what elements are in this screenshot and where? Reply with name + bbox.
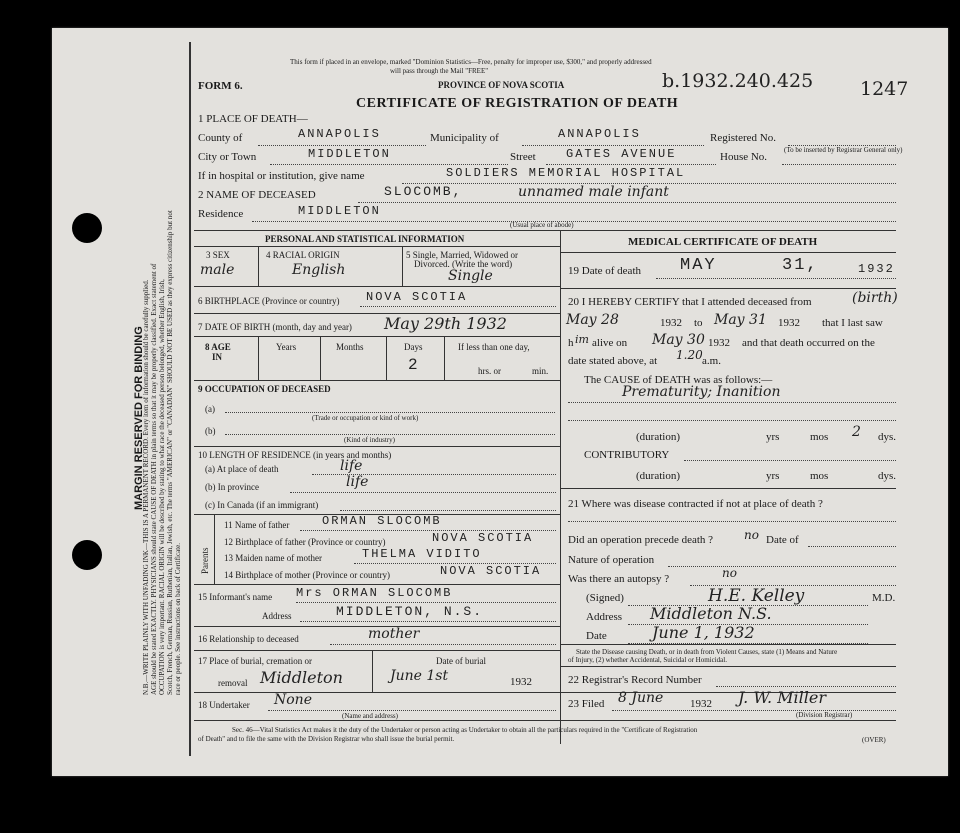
burial-date-value: June 1st	[390, 668, 449, 684]
age-in-label: IN	[212, 352, 223, 362]
certify-from-value: (birth)	[852, 290, 898, 306]
informant-label: 15 Informant's name	[198, 592, 273, 602]
operation-label: Did an operation precede death ?	[568, 534, 714, 546]
division-registrar-signature: J. W. Miller	[738, 688, 827, 707]
contributory-mos-label: mos	[810, 470, 829, 482]
undertaker-note: (Name and address)	[342, 712, 398, 720]
reference-number: b.1932.240.425	[662, 70, 814, 92]
relationship-label: 16 Relationship to deceased	[198, 634, 299, 644]
deceased-name-label: 2 NAME OF DECEASED	[198, 189, 316, 201]
contributory-duration-label: (duration)	[636, 470, 680, 482]
record-number: 1247	[860, 78, 909, 100]
municipality-label: Municipality of	[430, 132, 499, 144]
physician-address-value: Middleton N.S.	[650, 604, 772, 623]
removal-label: removal	[218, 678, 248, 688]
table-bottom-rule	[194, 720, 896, 721]
mother-birthplace-label: 14 Birthplace of mother (Province or country)	[224, 570, 390, 580]
violent-causes-note-2: of Injury, (2) whether Accidental, Suicidal or Homicidal.	[568, 656, 727, 664]
top-notice-1: This form if placed in an envelope, marked "Dominion Statistics—Free, penalty for improper use, $300," and properly addressed	[290, 58, 652, 66]
city-value: MIDDLETON	[308, 147, 391, 161]
margin-rule	[189, 42, 191, 756]
alive-prefix: h	[568, 337, 574, 349]
certify-label: 20 I HEREBY CERTIFY that I attended deceased from	[568, 296, 812, 308]
autopsy-label: Was there an autopsy ?	[568, 573, 670, 585]
margin-note-1: N.B.—WRITE PLAINLY WITH UNFADING INK—THIS IS A PERMANENT RECORD. Every item of information should be carefully supplied.	[142, 279, 150, 695]
parents-label: Parents	[200, 547, 210, 574]
signed-date-value: June 1, 1932	[652, 623, 755, 642]
footer-line-2: of Death" and to file the same with the Division Registrar who shall issue the burial permit.	[198, 735, 455, 743]
in-province-label: (b) In province	[205, 482, 259, 492]
margin-title: MARGIN RESERVED FOR BINDING	[133, 326, 145, 510]
footer-line-1: Sec. 46—Vital Statistics Act makes it the duty of the Undertaker or person acting as Undertaker to obtain all the particulars required in the "Certificate of Registration	[232, 726, 698, 734]
margin-note-5: race or people. See instructions on back of Certificate.	[174, 543, 182, 695]
cause-value: Prematurity; Inanition	[622, 384, 781, 400]
days-value: 2	[408, 356, 420, 374]
contributory-label: CONTRIBUTORY	[584, 449, 670, 461]
sex-value: male	[200, 262, 235, 278]
registered-no-label: Registered No.	[710, 132, 776, 144]
deceased-surname: SLOCOMB,	[384, 184, 463, 199]
dob-value: May 29th 1932	[384, 314, 507, 333]
death-day: 31,	[782, 256, 819, 275]
margin-note-4: Scotch, French, German, Russian, Ruthenian, Italian, Jewish, etc. The terms "AMERICAN" or "CANADIAN" SHOULD NOT BE USED as they express citizenship but not	[166, 210, 174, 695]
occupation-b-note: (Kind of industry)	[344, 436, 395, 444]
street-label: Street	[510, 151, 536, 163]
birthplace-label: 6 BIRTHPLACE (Province or country)	[198, 296, 340, 306]
physician-address-label: Address	[586, 611, 623, 623]
form-number: FORM 6.	[198, 80, 243, 92]
burial-year-value: 1932	[510, 676, 532, 688]
date-stated-label: date stated above, at	[568, 355, 658, 367]
autopsy-value: no	[722, 566, 737, 580]
in-province-value: life	[346, 474, 369, 490]
binding-hole-bottom	[72, 540, 102, 570]
house-no-label: House No.	[720, 151, 768, 163]
father-label: 11 Name of father	[224, 520, 290, 530]
undertaker-value: None	[274, 692, 312, 708]
city-label: City or Town	[198, 151, 257, 163]
from-year-value: 1932	[660, 317, 682, 329]
occupation-b-label: (b)	[205, 426, 216, 436]
alive-date-value: May 30	[652, 332, 705, 348]
abode-note: (Usual place of abode)	[510, 221, 574, 229]
mother-label: 13 Maiden name of mother	[224, 553, 322, 563]
alive-year-value: 1932	[708, 337, 730, 349]
place-of-death-label: 1 PLACE OF DEATH—	[198, 113, 308, 125]
father-birthplace-label: 12 Birthplace of father (Province or country)	[224, 537, 386, 547]
less-than-day-label: If less than one day,	[458, 342, 530, 352]
residence-length-label: 10 LENGTH OF RESIDENCE (in years and months)	[198, 450, 392, 460]
duration-days-value: 2	[852, 424, 861, 440]
footer-over: (OVER)	[862, 736, 886, 744]
date-of-death-label: 19 Date of death	[568, 265, 641, 277]
occupation-a-label: (a)	[205, 404, 215, 414]
deceased-given: unnamed male infant	[518, 184, 669, 200]
contributory-dys-label: dys.	[878, 470, 897, 482]
at-place-label: (a) At place of death	[205, 464, 279, 474]
cause-label: The CAUSE of DEATH was as follows:—	[584, 374, 773, 386]
death-month: MAY	[680, 256, 717, 275]
county-value: ANNAPOLIS	[298, 127, 381, 141]
filed-year-value: 1932	[690, 698, 712, 710]
filed-date-value: 8 June	[618, 690, 664, 706]
in-canada-label: (c) In Canada (if an immigrant)	[205, 500, 319, 510]
death-occurred-label: and that death occurred on the	[742, 337, 875, 349]
operation-date-label: Date of	[766, 534, 799, 546]
father-birthplace-value: NOVA SCOTIA	[432, 531, 534, 545]
margin-note-2: AGE should be stated EXACTLY. PHYSICIANS should state CAUSE OF DEATH in plain terms so that it may be properly classified. Exact statement of	[150, 263, 158, 695]
occupation-label: 9 OCCUPATION OF DECEASED	[198, 384, 331, 394]
municipality-value: ANNAPOLIS	[558, 127, 641, 141]
burial-date-label: Date of burial	[436, 656, 486, 666]
years-label: Years	[276, 342, 297, 352]
occupation-a-note: (Trade or occupation or kind of work)	[312, 414, 419, 422]
duration-mos-label: mos	[810, 431, 829, 443]
hospital-value: SOLDIERS MEMORIAL HOSPITAL	[446, 166, 686, 180]
signed-date-label: Date	[586, 630, 607, 642]
filed-label: 23 Filed	[568, 698, 605, 710]
racial-origin-value: English	[292, 262, 346, 278]
to-label: to	[694, 317, 703, 329]
duration-label: (duration)	[636, 431, 680, 443]
duration-yrs-label: yrs	[766, 431, 780, 443]
alive-pronoun: im	[575, 333, 589, 346]
birthplace-value: NOVA SCOTIA	[366, 290, 468, 304]
division-registrar-note: (Division Registrar)	[796, 711, 853, 719]
to-date-value: May 31	[714, 312, 767, 328]
contributory-yrs-label: yrs	[766, 470, 780, 482]
contracted-label: 21 Where was disease contracted if not at place of death ?	[568, 498, 823, 510]
registrar-note: (To be inserted by Registrar General only)	[784, 146, 903, 154]
age-label: 8 AGE	[205, 342, 231, 352]
province-label: PROVINCE OF NOVA SCOTIA	[438, 80, 565, 90]
residence-label: Residence	[198, 208, 244, 220]
last-saw-label: that I last saw	[822, 317, 883, 329]
at-place-value: life	[340, 458, 363, 474]
street-value: GATES AVENUE	[566, 147, 677, 161]
time-suffix: a.m.	[702, 355, 721, 367]
informant-address-label: Address	[262, 611, 292, 621]
to-year-value: 1932	[778, 317, 800, 329]
father-value: ORMAN SLOCOMB	[322, 514, 442, 528]
nature-label: Nature of operation	[568, 554, 655, 566]
certificate-title: CERTIFICATE OF REGISTRATION OF DEATH	[356, 96, 679, 111]
operation-value: no	[744, 528, 759, 542]
marital-label-1: 5 Single, Married, Widowed or	[406, 250, 518, 260]
duration-dys-label: dys.	[878, 431, 897, 443]
table-top-rule	[194, 230, 896, 231]
residence-value: MIDDLETON	[298, 204, 381, 218]
top-notice-2: will pass through the Mail "FREE"	[390, 67, 489, 75]
binding-hole-top	[72, 213, 102, 243]
mother-value: THELMA VIDITO	[362, 547, 482, 561]
mother-birthplace-value: NOVA SCOTIA	[440, 564, 542, 578]
min-label: min.	[532, 366, 549, 376]
hospital-label: If in hospital or institution, give name	[198, 170, 365, 182]
alive-on-label: alive on	[592, 337, 628, 349]
death-year: 1932	[858, 262, 895, 276]
dob-label: 7 DATE OF BIRTH (month, day and year)	[198, 322, 352, 332]
informant-address-value: MIDDLETON, N.S.	[336, 604, 484, 619]
burial-label: 17 Place of burial, cremation or	[198, 656, 312, 666]
racial-origin-label: 4 RACIAL ORIGIN	[266, 250, 340, 260]
medical-header: MEDICAL CERTIFICATE OF DEATH	[628, 236, 818, 248]
margin-note-3: OCCUPATION is very important. RACIAL ORIGIN will be described by stating to what race the deceased person belonged, whether English, Irish,	[158, 279, 166, 695]
registrar-record-label: 22 Registrar's Record Number	[568, 674, 702, 686]
relationship-value: mother	[368, 626, 420, 642]
marital-label-2: Divorced. (Write the word)	[414, 259, 513, 269]
undertaker-label: 18 Undertaker	[198, 700, 250, 710]
hrs-label: hrs. or	[478, 366, 501, 376]
months-label: Months	[336, 342, 364, 352]
signed-label: (Signed)	[586, 592, 624, 604]
sex-label: 3 SEX	[206, 250, 230, 260]
violent-causes-note-1: State the Disease causing Death, or in death from Violent Causes, state (1) Means and Nature	[576, 648, 838, 656]
physician-signature: H.E. Kelley	[708, 586, 805, 606]
md-label: M.D.	[872, 592, 896, 604]
informant-value: Mrs ORMAN SLOCOMB	[296, 586, 453, 600]
personal-header: PERSONAL AND STATISTICAL INFORMATION	[265, 234, 465, 244]
county-label: County of	[198, 132, 243, 144]
time-of-death-value: 1.20	[676, 348, 703, 362]
burial-place-value: Middleton	[260, 668, 343, 687]
from-date-value: May 28	[566, 312, 619, 328]
marital-value: Single	[448, 268, 493, 284]
days-label: Days	[404, 342, 423, 352]
